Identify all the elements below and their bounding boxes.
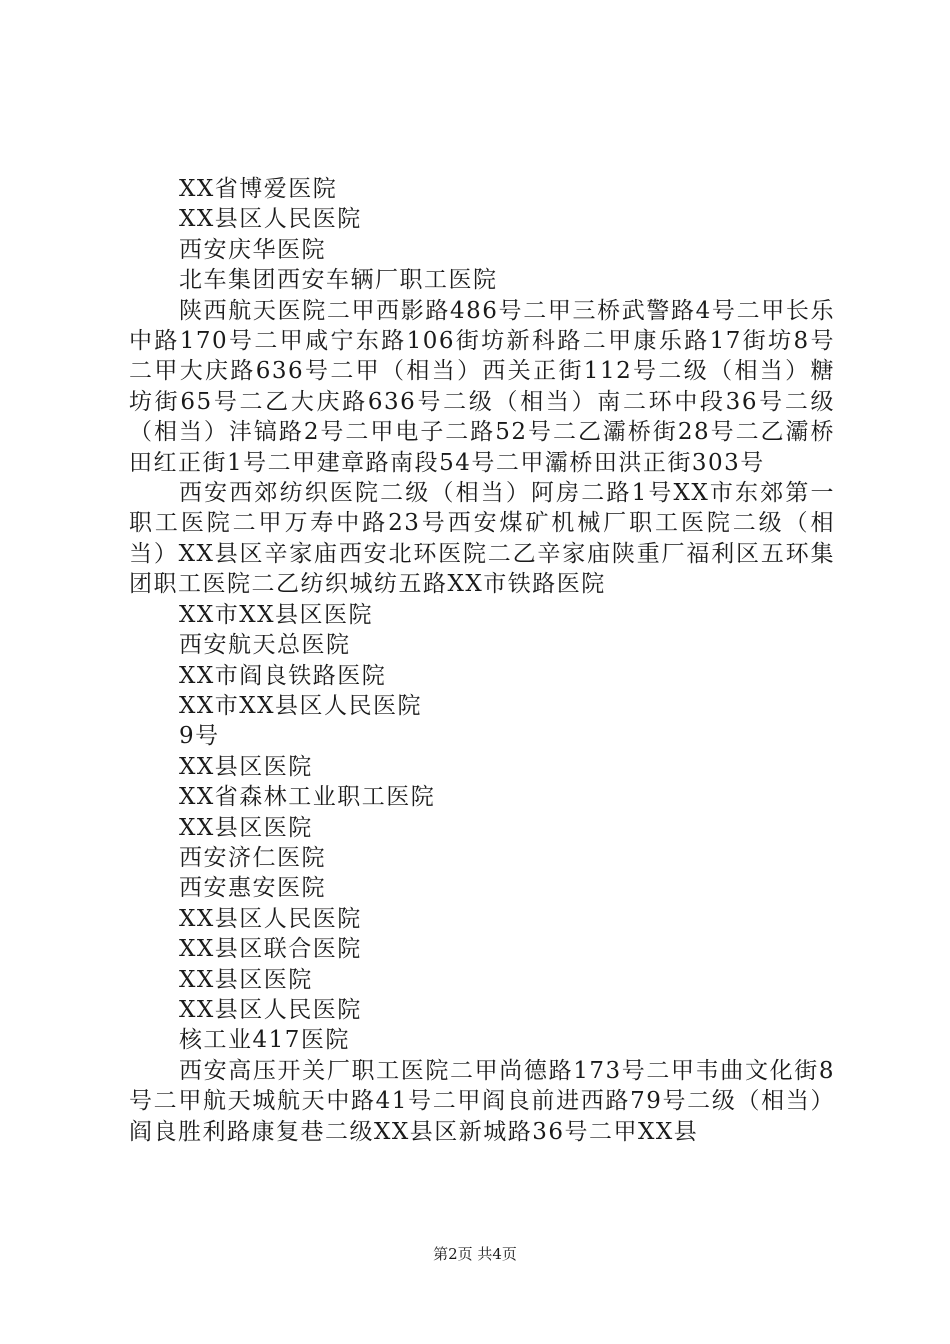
paragraph: 西安航天总医院: [179, 632, 351, 659]
paragraph: XX省森林工业职工医院: [179, 784, 436, 811]
paragraph: 西安庆华医院: [179, 236, 326, 263]
paragraph: 西安济仁医院: [179, 844, 326, 871]
paragraph: XX县区医院: [179, 814, 313, 841]
page-footer: 第2页 共4页: [433, 1245, 517, 1263]
paragraph: 北车集团西安车辆厂职工医院: [179, 267, 498, 294]
paragraph: XX县区医院: [179, 966, 313, 993]
paragraph: 西安高压开关厂职工医院二甲尚德路173号二甲韦曲文化街8号二甲航天城航天中路41号二甲阎良前进西路79号二级（相当）阎良胜利路康复巷二级XX县区新城路36号二甲XX县: [129, 1057, 835, 1145]
paragraph: 核工业417医院: [179, 1027, 350, 1054]
paragraph: XX市XX县区医院: [179, 601, 373, 628]
paragraph: XX县区人民医院: [179, 905, 362, 932]
paragraph: XX市阎良铁路医院: [179, 662, 387, 689]
paragraph: XX县区联合医院: [179, 936, 362, 963]
paragraph: XX市XX县区人民医院: [179, 692, 422, 719]
paragraph: XX县区人民医院: [179, 206, 362, 233]
document-body: [129, 174, 835, 1147]
paragraph: 西安惠安医院: [179, 875, 326, 902]
paragraph: XX省博爱医院: [179, 176, 338, 202]
paragraph: XX县区人民医院: [179, 996, 362, 1023]
paragraph: 9号: [179, 723, 220, 750]
paragraph: XX县区医院: [179, 753, 313, 780]
paragraph: 陕西航天医院二甲西影路486号二甲三桥武警路4号二甲长乐中路170号二甲咸宁东路106街坊新科路二甲康乐路17街坊8号二甲大庆路636号二甲（相当）西关正街112号二级（相当）糖坊街65号二乙大庆路636号二级（相当）南二环中段36号二级（相当）沣镐路2号二甲电子二路52号二乙灞桥街28号二乙灞桥田红正街1号二甲建章路南段54号二甲灞桥田洪正街303号: [129, 297, 835, 476]
paragraph: 西安西郊纺织医院二级（相当）阿房二路1号XX市东郊第一职工医院二甲万寿中路23号西安煤矿机械厂职工医院二级（相当）XX县区辛家庙西安北环医院二乙辛家庙陕重厂福利区五环集团职工医院二乙纺织城纺五路XX市铁路医院: [129, 480, 835, 598]
